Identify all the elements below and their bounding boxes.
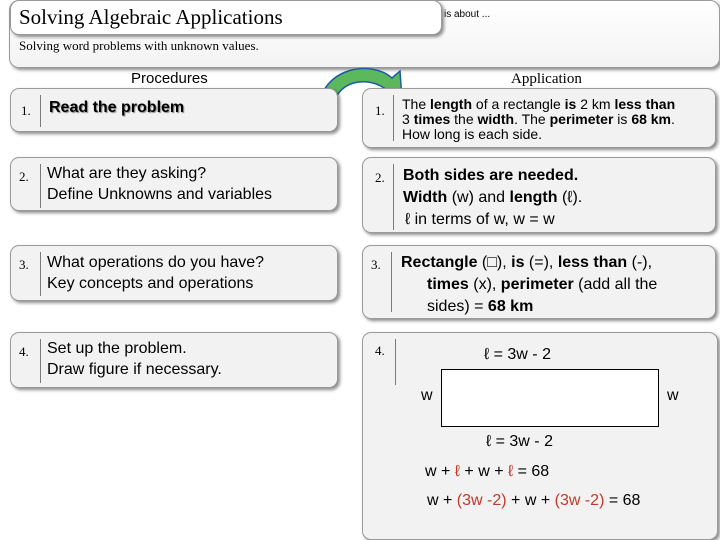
divider (40, 339, 41, 383)
application-text: Both sides are needed. Width (w) and length (ℓ). ℓ in terms of w, w = w (403, 167, 583, 228)
application-card-4 (362, 332, 718, 540)
procedure-line1: What are they asking? (47, 165, 207, 182)
rectangle-figure (441, 369, 659, 427)
rectangle-left-label: w (421, 387, 433, 404)
procedure-number: 3. (19, 257, 29, 272)
divider (393, 164, 394, 230)
page-subtitle: Solving word problems with unknown values. (19, 38, 259, 53)
procedure-line1: What operations do you have? (47, 254, 265, 271)
equation-1: w + ℓ + w + ℓ = 68 (425, 463, 550, 480)
rectangle-top-label: ℓ = 3w - 2 (484, 346, 551, 363)
procedure-number: 2. (19, 169, 29, 184)
divider (391, 252, 392, 312)
rectangle-right-label: w (667, 387, 679, 404)
procedure-card-3 (10, 245, 338, 301)
procedure-line2: Define Unknowns and variables (47, 186, 273, 203)
is-about-label: is about ... (444, 9, 491, 20)
procedure-number: 1. (21, 103, 31, 118)
procedure-card-4 (10, 332, 338, 388)
divider (395, 339, 396, 385)
application-heading: Application (511, 71, 582, 87)
procedure-card-2 (10, 157, 338, 211)
application-card-2 (362, 157, 716, 233)
application-number: 2. (375, 170, 385, 185)
procedure-card-1 (10, 88, 338, 132)
procedure-line1: Read the problem (49, 99, 185, 116)
application-text: Rectangle (□), is (=), less than (-), times (x), perimeter (add all the sides) = 68 km (401, 254, 658, 315)
page-title: Solving Algebraic Applications (19, 5, 283, 29)
divider (40, 164, 41, 208)
procedure-line2: Key concepts and operations (47, 275, 254, 292)
equation-2: w + (3w -2) + w + (3w -2) = 68 (427, 492, 641, 509)
rectangle-bottom-label: ℓ = 3w - 2 (486, 433, 553, 450)
application-number: 3. (371, 257, 381, 272)
application-card-1 (362, 88, 716, 148)
divider (40, 252, 41, 296)
divider (40, 95, 41, 127)
procedure-line1: Set up the problem. (47, 340, 187, 357)
procedure-number: 4. (19, 344, 29, 359)
application-number: 4. (375, 343, 385, 358)
divider (393, 95, 394, 141)
procedures-heading: Procedures (131, 70, 208, 87)
procedure-line2: Draw figure if necessary. (47, 361, 222, 378)
application-text: The length of a rectangle is 2 km less than 3 times the width. The perimeter is 68 km. How long is each side. (402, 96, 676, 142)
application-card-3 (362, 245, 716, 319)
application-number: 1. (375, 103, 385, 118)
